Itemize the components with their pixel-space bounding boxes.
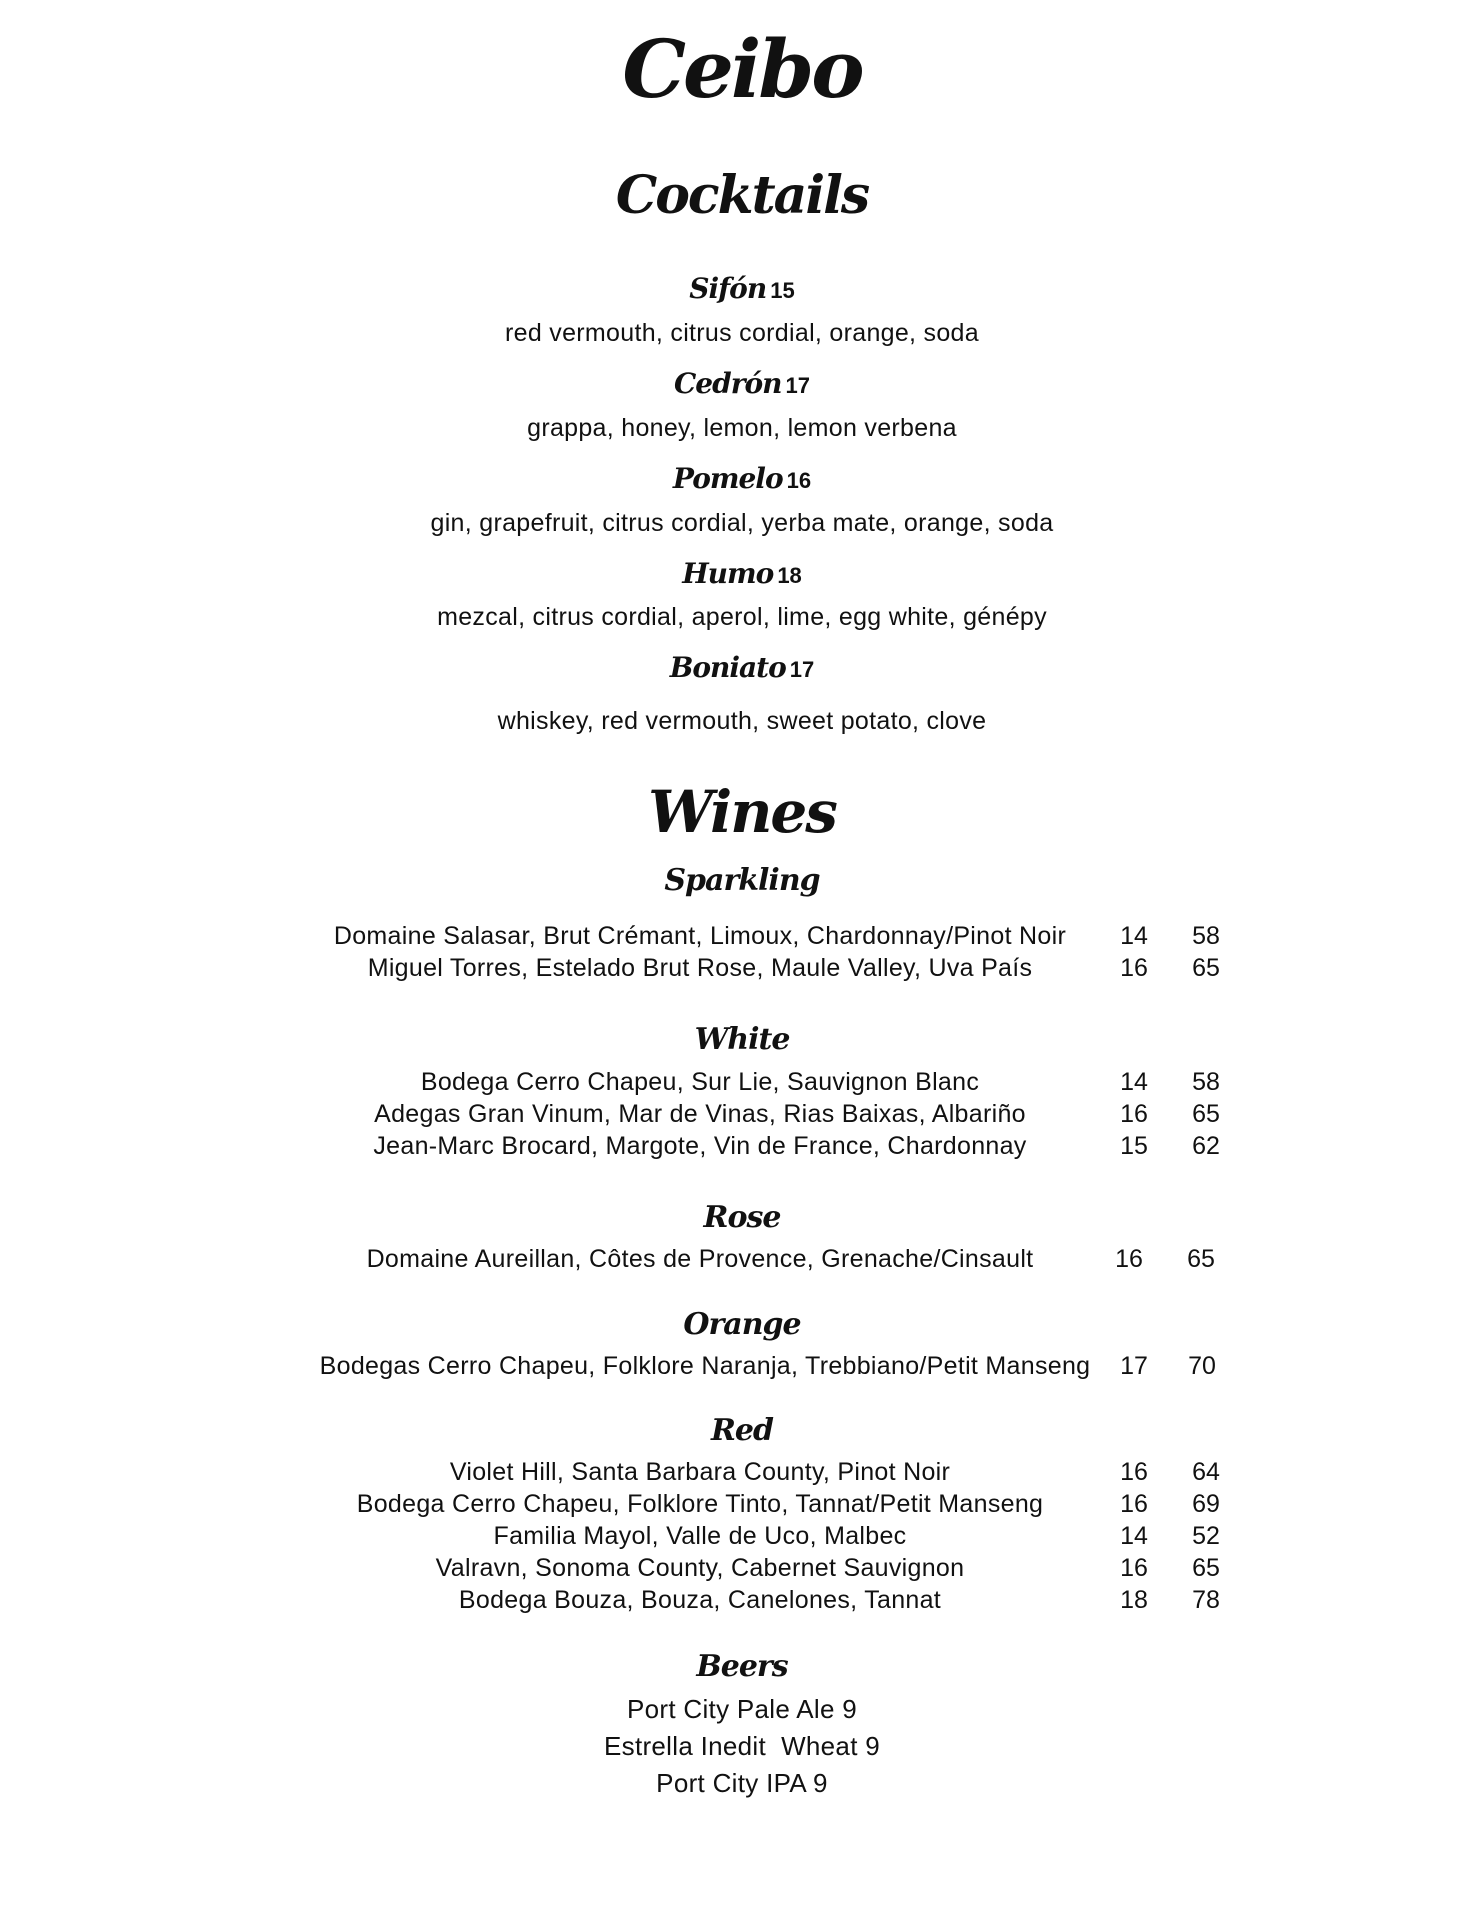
beer-item: Port City IPA 9 xyxy=(656,1768,828,1798)
cocktail-item-name xyxy=(0,651,1484,684)
cocktail-name-cedron: Cedrón xyxy=(674,367,782,400)
wine-name: Familia Mayol, Valle de Uco, Malbec xyxy=(493,1522,907,1550)
cocktail-description: red vermouth, citrus cordial, orange, soda xyxy=(505,319,979,347)
wine-name: Miguel Torres, Estelado Brut Rose, Maule Valley, Uva País xyxy=(367,954,1033,982)
cocktail-price: 15 xyxy=(770,278,795,303)
wine-glass-price: 16 xyxy=(1120,954,1148,982)
wine-bottle-price: 65 xyxy=(1192,954,1220,982)
beer-item: Estrella Inedit Wheat 9 xyxy=(604,1731,880,1761)
wine-glass-price: 14 xyxy=(1120,1068,1148,1096)
wine-bottle-price: 78 xyxy=(1192,1586,1220,1614)
wine-name: Bodega Cerro Chapeu, Sur Lie, Sauvignon Blanc xyxy=(420,1068,980,1096)
wine-name: Valravn, Sonoma County, Cabernet Sauvignon xyxy=(435,1554,965,1582)
cocktail-item-name xyxy=(0,557,1484,590)
wine-name: Adegas Gran Vinum, Mar de Vinas, Rias Baixas, Albariño xyxy=(374,1100,1026,1128)
wine-name: Domaine Aureillan, Côtes de Provence, Grenache/Cinsault xyxy=(366,1245,1034,1273)
wine-glass-price: 16 xyxy=(1120,1458,1148,1486)
beer-item: Port City Pale Ale 9 xyxy=(627,1694,857,1724)
cocktail-item-name xyxy=(0,462,1484,495)
wine-glass-price: 16 xyxy=(1120,1100,1148,1128)
cocktail-description: whiskey, red vermouth, sweet potato, clove xyxy=(497,707,987,735)
cocktail-name-humo: Humo xyxy=(682,557,774,590)
wine-glass-price: 16 xyxy=(1115,1245,1143,1273)
wine-category-heading: Sparkling xyxy=(664,863,820,898)
wine-glass-price: 14 xyxy=(1120,1522,1148,1550)
wine-bottle-price: 69 xyxy=(1192,1490,1220,1518)
cocktail-description: grappa, honey, lemon, lemon verbena xyxy=(527,414,957,442)
wine-bottle-price: 65 xyxy=(1192,1554,1220,1582)
beers-heading: Beers xyxy=(696,1649,788,1684)
wine-name: Violet Hill, Santa Barbara County, Pinot Noir xyxy=(449,1458,951,1486)
wines-heading: Wines xyxy=(648,778,836,846)
wine-glass-price: 18 xyxy=(1120,1586,1148,1614)
restaurant-title: Ceibo xyxy=(622,22,862,116)
wine-name: Bodegas Cerro Chapeu, Folklore Naranja, Trebbiano/Petit Manseng xyxy=(319,1352,1091,1380)
cocktail-price: 17 xyxy=(785,373,810,398)
cocktail-price: 16 xyxy=(786,468,812,493)
cocktail-price: 18 xyxy=(777,563,802,588)
wine-glass-price: 16 xyxy=(1120,1490,1148,1518)
wine-category-heading: White xyxy=(694,1022,790,1057)
wine-bottle-price: 58 xyxy=(1192,922,1220,950)
wine-name: Bodega Cerro Chapeu, Folklore Tinto, Tannat/Petit Manseng xyxy=(356,1490,1044,1518)
wine-glass-price: 15 xyxy=(1120,1132,1148,1160)
wine-name: Domaine Salasar, Brut Crémant, Limoux, Chardonnay/Pinot Noir xyxy=(333,922,1067,950)
cocktail-description: gin, grapefruit, citrus cordial, yerba mate, orange, soda xyxy=(430,509,1054,537)
cocktail-item-name xyxy=(0,367,1484,400)
wine-bottle-price: 65 xyxy=(1192,1100,1220,1128)
cocktails-heading: Cocktails xyxy=(615,165,869,226)
wine-bottle-price: 70 xyxy=(1188,1352,1216,1380)
wine-bottle-price: 65 xyxy=(1187,1245,1215,1273)
wine-glass-price: 17 xyxy=(1120,1352,1148,1380)
wine-category-heading: Red xyxy=(711,1413,773,1448)
wine-category-heading: Rose xyxy=(703,1200,781,1235)
wine-name: Jean-Marc Brocard, Margote, Vin de France, Chardonnay xyxy=(373,1132,1027,1160)
wine-name: Bodega Bouza, Bouza, Canelones, Tannat xyxy=(458,1586,942,1614)
wine-bottle-price: 64 xyxy=(1192,1458,1220,1486)
cocktail-name-pomelo: Pomelo xyxy=(672,462,783,495)
wine-bottle-price: 58 xyxy=(1192,1068,1220,1096)
wine-bottle-price: 52 xyxy=(1192,1522,1220,1550)
cocktail-item-name xyxy=(0,272,1484,305)
cocktail-price: 17 xyxy=(789,657,815,682)
wine-glass-price: 14 xyxy=(1120,922,1148,950)
cocktail-name-boniato: Boniato xyxy=(669,651,786,684)
wine-glass-price: 16 xyxy=(1120,1554,1148,1582)
wine-bottle-price: 62 xyxy=(1192,1132,1220,1160)
cocktail-name-sifon: Sifón xyxy=(689,272,767,305)
wine-category-heading: Orange xyxy=(683,1307,801,1342)
cocktail-description: mezcal, citrus cordial, aperol, lime, egg white, génépy xyxy=(437,603,1047,631)
